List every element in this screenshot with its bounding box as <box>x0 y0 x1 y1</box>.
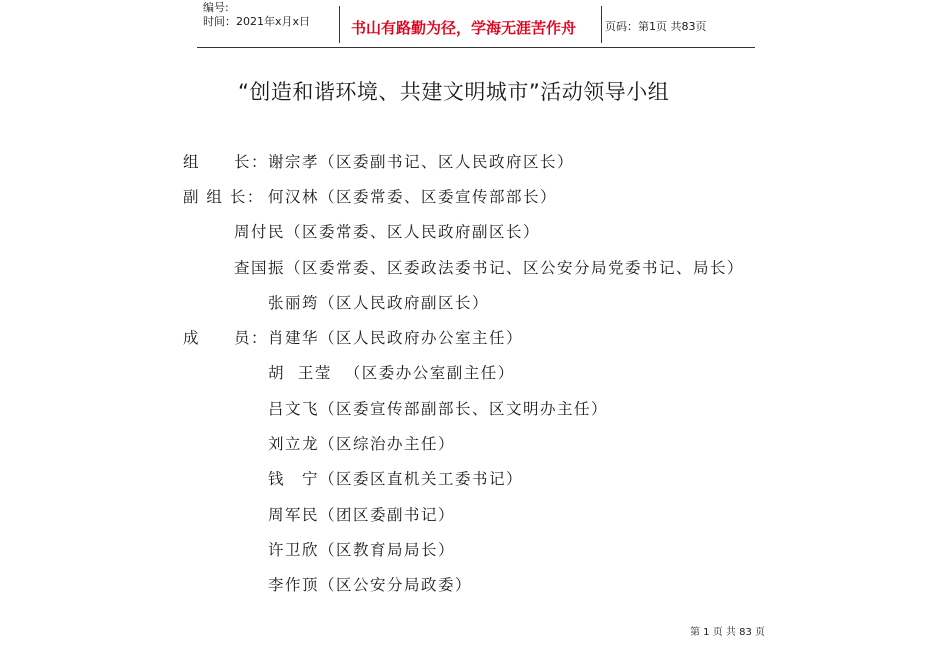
member-entry: 何汉林（区委常委、区委宣传部部长） <box>268 188 558 206</box>
member-entry: 周军民（团区委副书记） <box>268 506 456 524</box>
member-entry: 钱 宁（区委区直机关工委书记） <box>268 470 524 488</box>
document-title: “创造和谐环境、共建文明城市”活动领导小组 <box>238 80 670 104</box>
header-rule <box>197 47 755 48</box>
member-entry: 张丽筠（区人民政府副区长） <box>268 294 490 312</box>
header-slogan: 书山有路勤为径，学海无涯苦作舟 <box>351 19 577 37</box>
page-header <box>197 0 755 49</box>
header-divider <box>601 6 602 43</box>
member-entry: 周付民（区委常委、区人民政府副区长） <box>234 223 541 241</box>
header-slogan-box <box>340 8 602 43</box>
member-entry: 肖建华（区人民政府办公室主任） <box>268 329 524 347</box>
header-page-info: 页码：第1页 共83页 <box>605 20 707 33</box>
member-entry: 吕文飞（区委宣传部副部长、区文明办主任） <box>268 400 609 418</box>
member-entry: 刘立龙（区综治办主任） <box>268 435 456 453</box>
member-role-label: 副 组 长： <box>183 188 264 206</box>
member-entry: 谢宗孝（区委副书记、区人民政府区长） <box>268 153 575 171</box>
document-time-label: 时间：2021年x月x日 <box>203 15 311 28</box>
member-role-label: 成 员： <box>183 329 269 347</box>
page-footer: 第 1 页 共 83 页 <box>690 627 765 638</box>
member-entry: 许卫欣（区教育局局长） <box>268 541 456 559</box>
member-entry: 李作顶（区公安分局政委） <box>268 576 473 594</box>
member-entry: 查国振（区委常委、区委政法委书记、区公安分局党委书记、局长） <box>234 259 745 277</box>
member-entry: 胡 王莹 （区委办公室副主任） <box>268 364 515 382</box>
member-role-label: 组 长： <box>183 153 269 171</box>
document-number-label: 编号: <box>203 1 229 14</box>
header-meta <box>197 0 339 40</box>
